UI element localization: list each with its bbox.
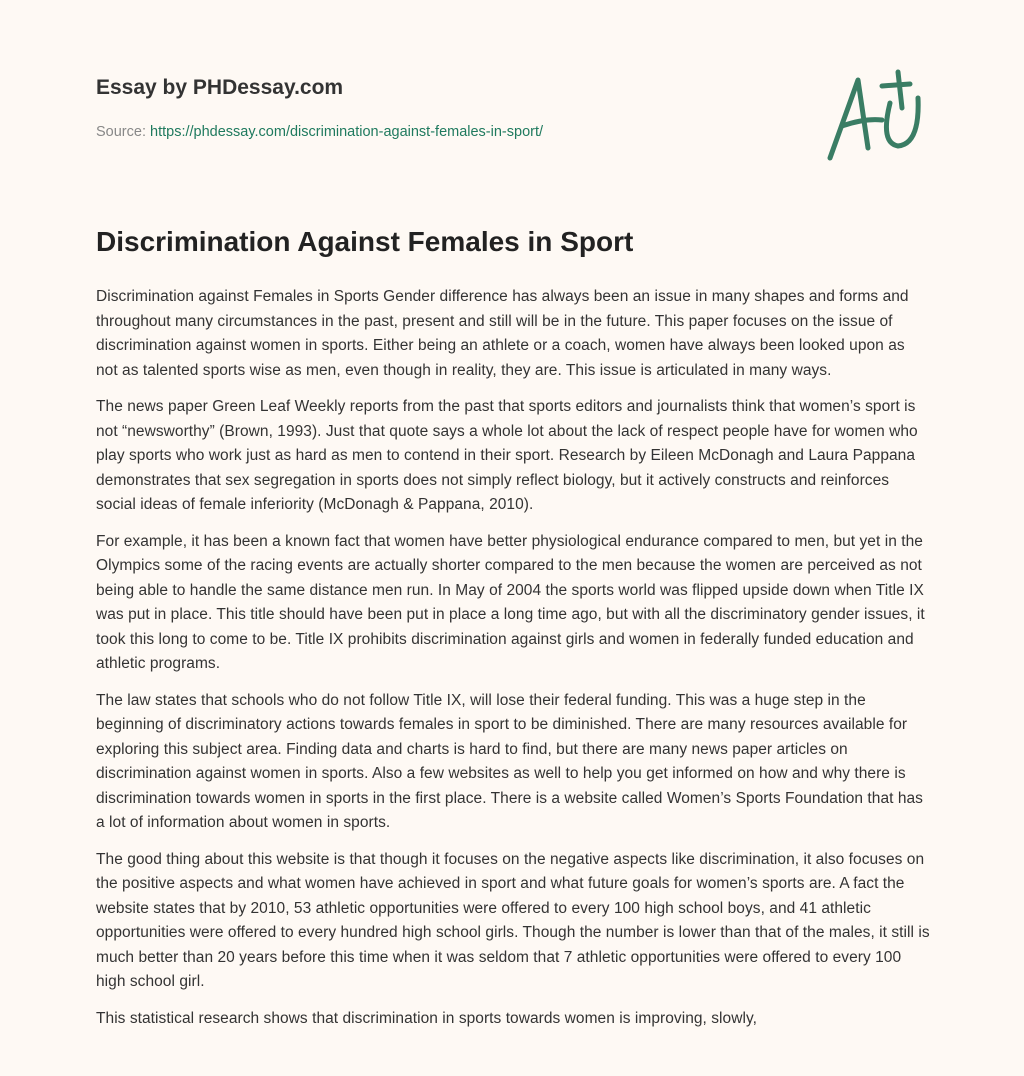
source-line [96, 124, 543, 140]
site-brand: Essay by PHDessay.com [96, 76, 344, 99]
paragraph: The law states that schools who do not follow Title IX, will lose their federal funding. This was a huge step in the beginning of discriminatory actions towards females in sport to be diminished. There are many resources available for exploring this subject area. Finding data and charts is hard to find, but there are many news paper articles on discrimination against women in sports. Also a few websites as well to help you get informed on how and why there is discrimination towards women in sports in the first place. There is a website called Women’s Sports Foundation that has a lot of information about women in sports. [96, 691, 923, 831]
paragraph: The good thing about this website is that though it focuses on the negative aspects like discrimination, it also focuses on the positive aspects and what women have achieved in sport and what future goals for women’s sports are. A fact the website states that by 2010, 53 athletic opportunities were offered to every 100 high school boys, and 41 athletic opportunities were offered to every hundred high school girls. Though the number is lower than that of the males, it still is much better than 20 years before this time when it was seldom that 7 athletic opportunities were offered to every 100 high school girl. [96, 850, 930, 990]
header [0, 0, 1024, 190]
a-plus-logo [820, 68, 930, 168]
paragraph: For example, it has been a known fact that women have better physiological endurance compared to men, but yet in the Olympics some of the racing events are actually shorter compared to the men because the women are perceived as not being able to handle the same distance men run. In May of 2004 the sports world was flipped upside down when Title IX was put in place. This title should have been put in place a long time ago, but with all the discriminatory gender issues, it took this long to come to be. Title IX prohibits discrimination against girls and women in federally funded education and athletic programs. [96, 532, 925, 672]
paragraph: Discrimination against Females in Sports Gender difference has always been an issue in many shapes and forms and throughout many circumstances in the past, present and still will be in the future. This paper focuses on the issue of discrimination against women in sports. Either being an athlete or a coach, women have always been looked upon as not as talented sports wise as men, even though in reality, they are. This issue is articulated in many ways. [96, 288, 909, 379]
essay-title: Discrimination Against Females in Sport [96, 226, 634, 257]
source-label: Source: [96, 124, 146, 140]
paragraph: The news paper Green Leaf Weekly reports from the past that sports editors and journalists think that women’s sport is not “newsworthy” (Brown, 1993). Just that quote says a whole lot about the lack of respect people have for women who play sports who work just as hard as men to contend in their sport. Research by Eileen McDonagh and Laura Pappana demonstrates that sex segregation in sports does not simply reflect biology, but it actively constructs and reinforces social ideas of female inferiority (McDonagh & Pappana, 2010). [96, 398, 918, 513]
essay-body [96, 285, 930, 1043]
paragraph: This statistical research shows that discrimination in sports towards women is improving, slowly, [96, 1009, 757, 1027]
source-link[interactable]: https://phdessay.com/discrimination-against-females-in-sport/ [150, 124, 544, 140]
